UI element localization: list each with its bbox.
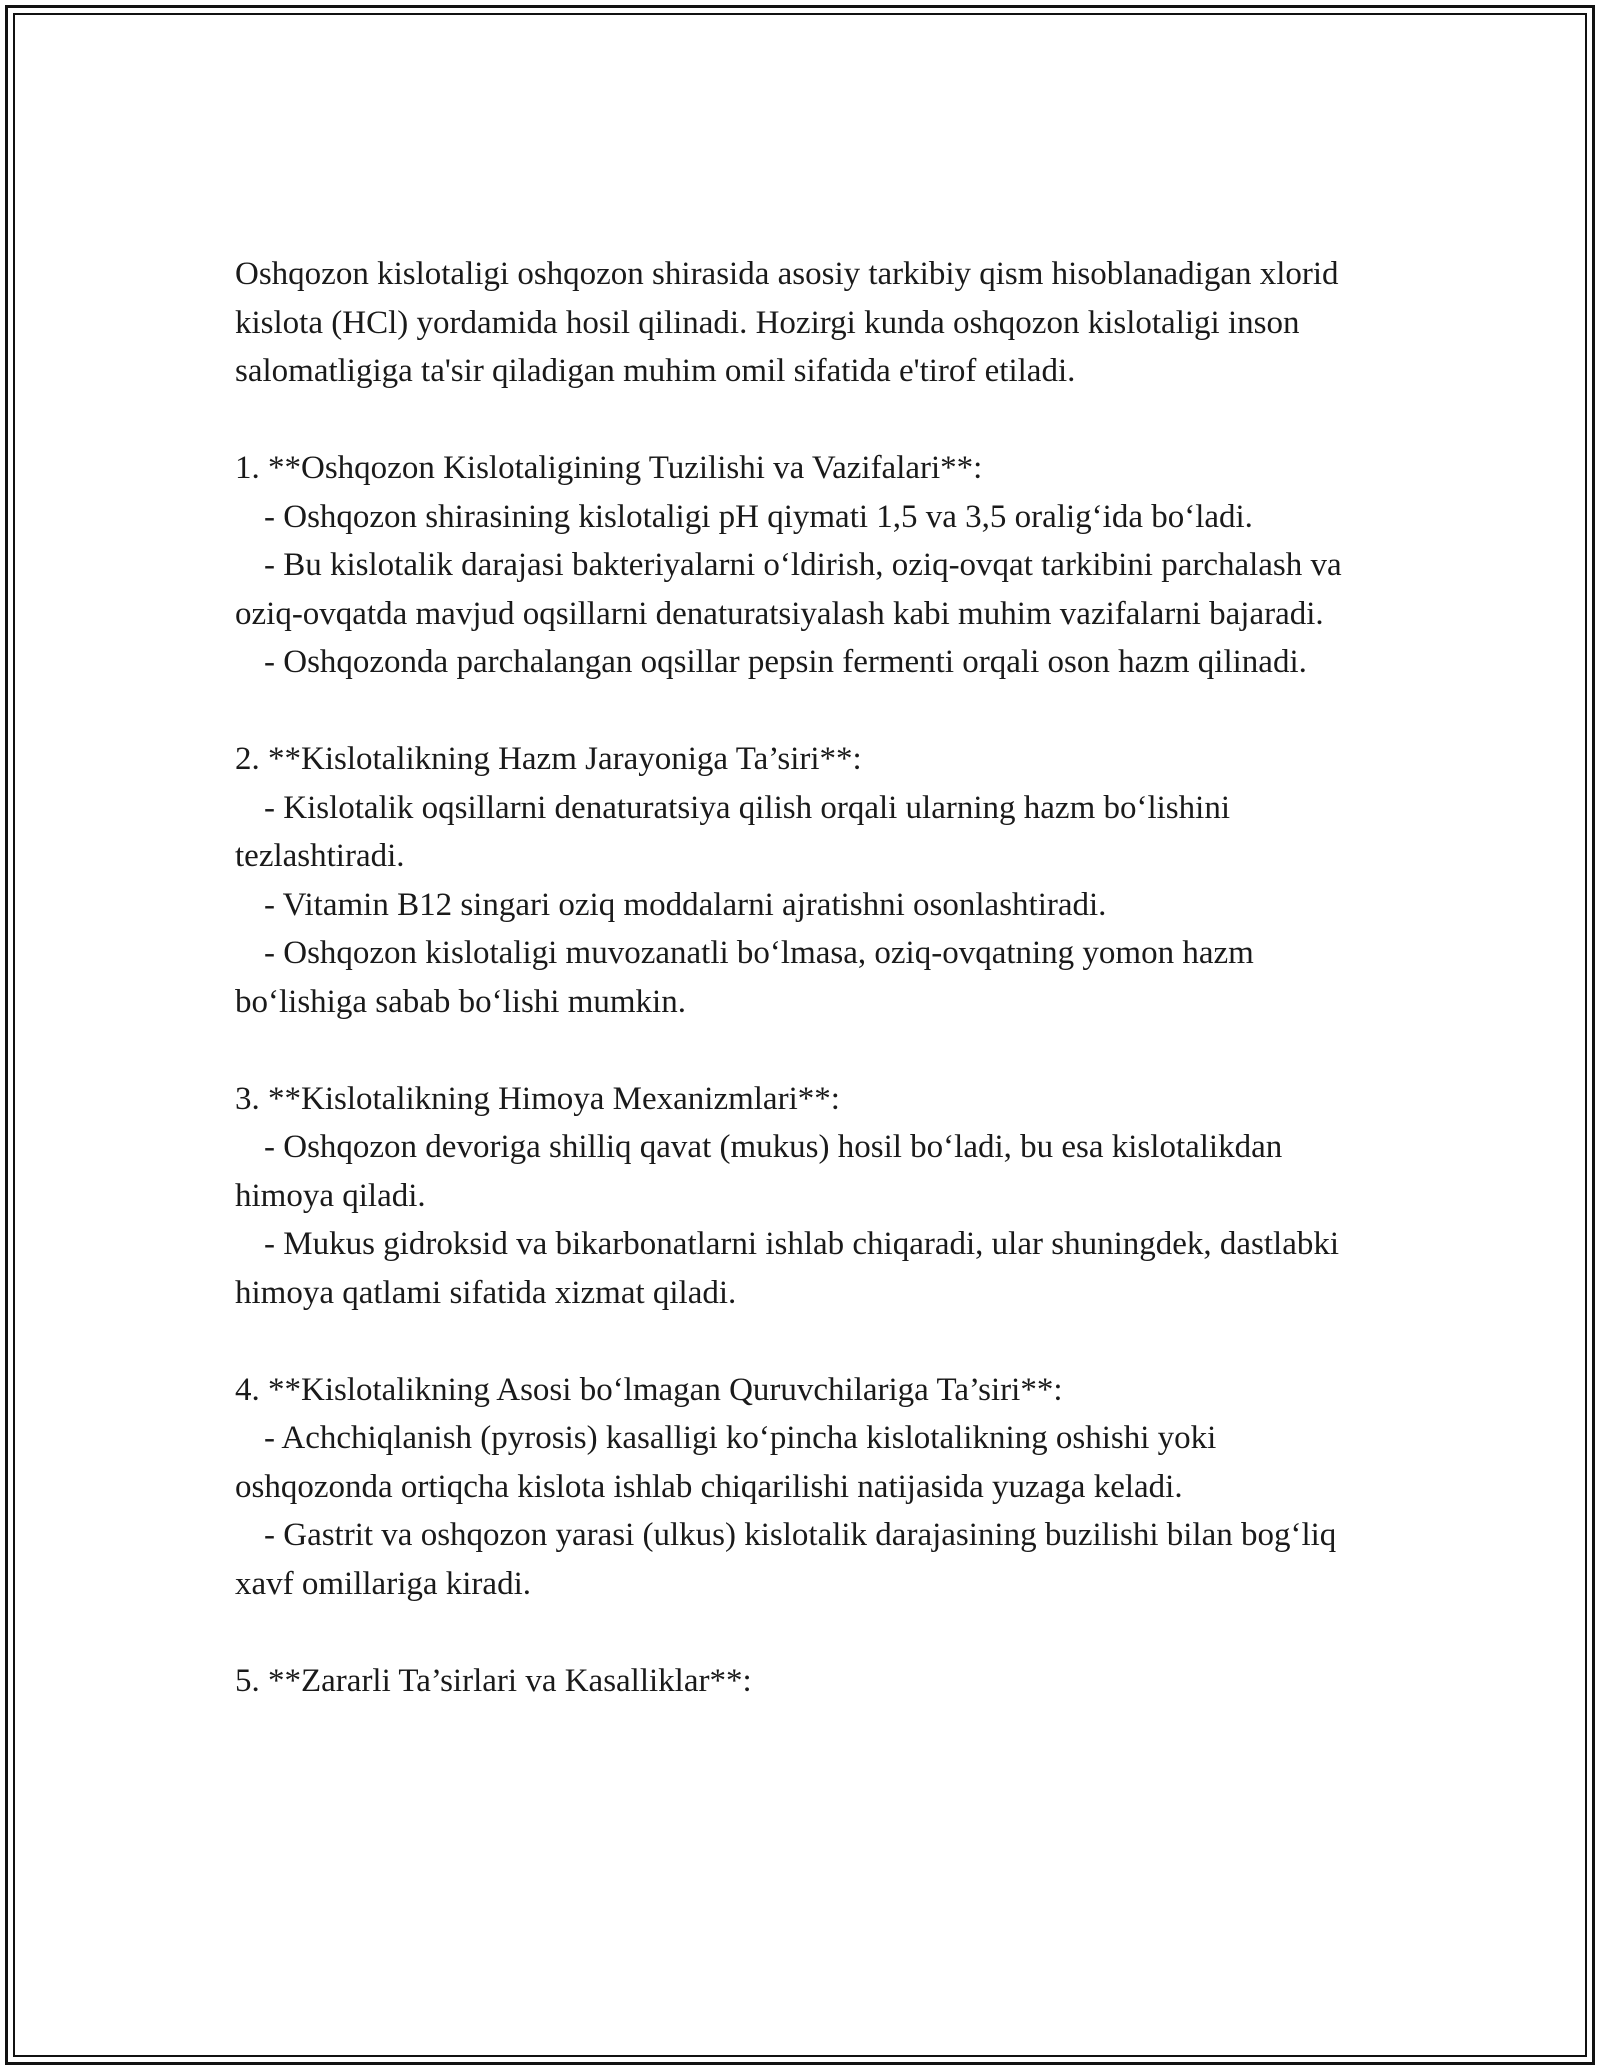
list-item: - Bu kislotalik darajasi bakteriyalarni o‘ldirish, oziq-ovqat tarkibini parchalash va oziq-ovqatda mavjud oqsillarni denaturatsiyalash kabi muhim vazifalarni bajaradi. xyxy=(235,547,1342,632)
intro-paragraph: Oshqozon kislotaligi oshqozon shirasida asosiy tarkibiy qism hisoblanadigan xlorid kislota (HCl) yordamida hosil qilinadi. Hozirgi kunda oshqozon kislotaligi inson salomatligiga ta'sir qiladigan muhim omil sifatida e'tirof etiladi. xyxy=(235,256,1339,389)
section-5 xyxy=(235,1657,1375,1706)
list-item: - Oshqozonda parchalangan oqsillar pepsin fermenti orqali oson hazm qilinadi. xyxy=(264,644,1307,680)
list-item: - Achchiqlanish (pyrosis) kasalligi ko‘pincha kislotalikning oshishi yoki oshqozonda ortiqcha kislota ishlab chiqarilishi natijasida yuzaga keladi. xyxy=(235,1420,1217,1505)
section-2 xyxy=(235,735,1375,1026)
section-4 xyxy=(235,1366,1375,1609)
section-heading: 5. **Zararli Ta’sirlari va Kasalliklar**: xyxy=(235,1662,752,1699)
list-item: - Oshqozon kislotaligi muvozanatli bo‘lmasa, oziq-ovqatning yomon hazm bo‘lishiga sabab bo‘lishi mumkin. xyxy=(235,935,1254,1020)
list-item: - Gastrit va oshqozon yarasi (ulkus) kislotalik darajasining buzilishi bilan bog‘liq xavf omillariga kiradi. xyxy=(235,1517,1337,1602)
section-3 xyxy=(235,1075,1375,1318)
paragraph-gap xyxy=(235,1317,1375,1366)
section-1 xyxy=(235,444,1375,687)
list-item: - Kislotalik oqsillarni denaturatsiya qilish orqali ularning hazm bo‘lishini tezlashtiradi. xyxy=(235,789,1230,874)
document-body xyxy=(235,250,1375,1705)
section-heading: 2. **Kislotalikning Hazm Jarayoniga Ta’siri**: xyxy=(235,741,862,777)
list-item: - Oshqozon shirasining kislotaligi pH qiymati 1,5 va 3,5 oralig‘ida bo‘ladi. xyxy=(264,498,1253,535)
paragraph-gap xyxy=(235,1608,1375,1657)
list-item: - Vitamin B12 singari oziq moddalarni ajratishni osonlashtiradi. xyxy=(264,886,1107,923)
section-heading: 1. **Oshqozon Kislotaligining Tuzilishi va Vazifalari**: xyxy=(235,450,983,486)
section-heading: 4. **Kislotalikning Asosi bo‘lmagan Quruvchilariga Ta’siri**: xyxy=(235,1371,1063,1408)
paragraph-gap xyxy=(235,1026,1375,1075)
paragraph-gap xyxy=(235,396,1375,445)
section-heading: 3. **Kislotalikning Himoya Mexanizmlari**: xyxy=(235,1080,840,1117)
list-item: - Mukus gidroksid va bikarbonatlarni ishlab chiqaradi, ular shuningdek, dastlabki himoya qatlami sifatida xizmat qiladi. xyxy=(235,1226,1340,1311)
list-item: - Oshqozon devoriga shilliq qavat (mukus) hosil bo‘ladi, bu esa kislotalikdan himoya qiladi. xyxy=(235,1129,1283,1214)
paragraph-gap xyxy=(235,687,1375,736)
